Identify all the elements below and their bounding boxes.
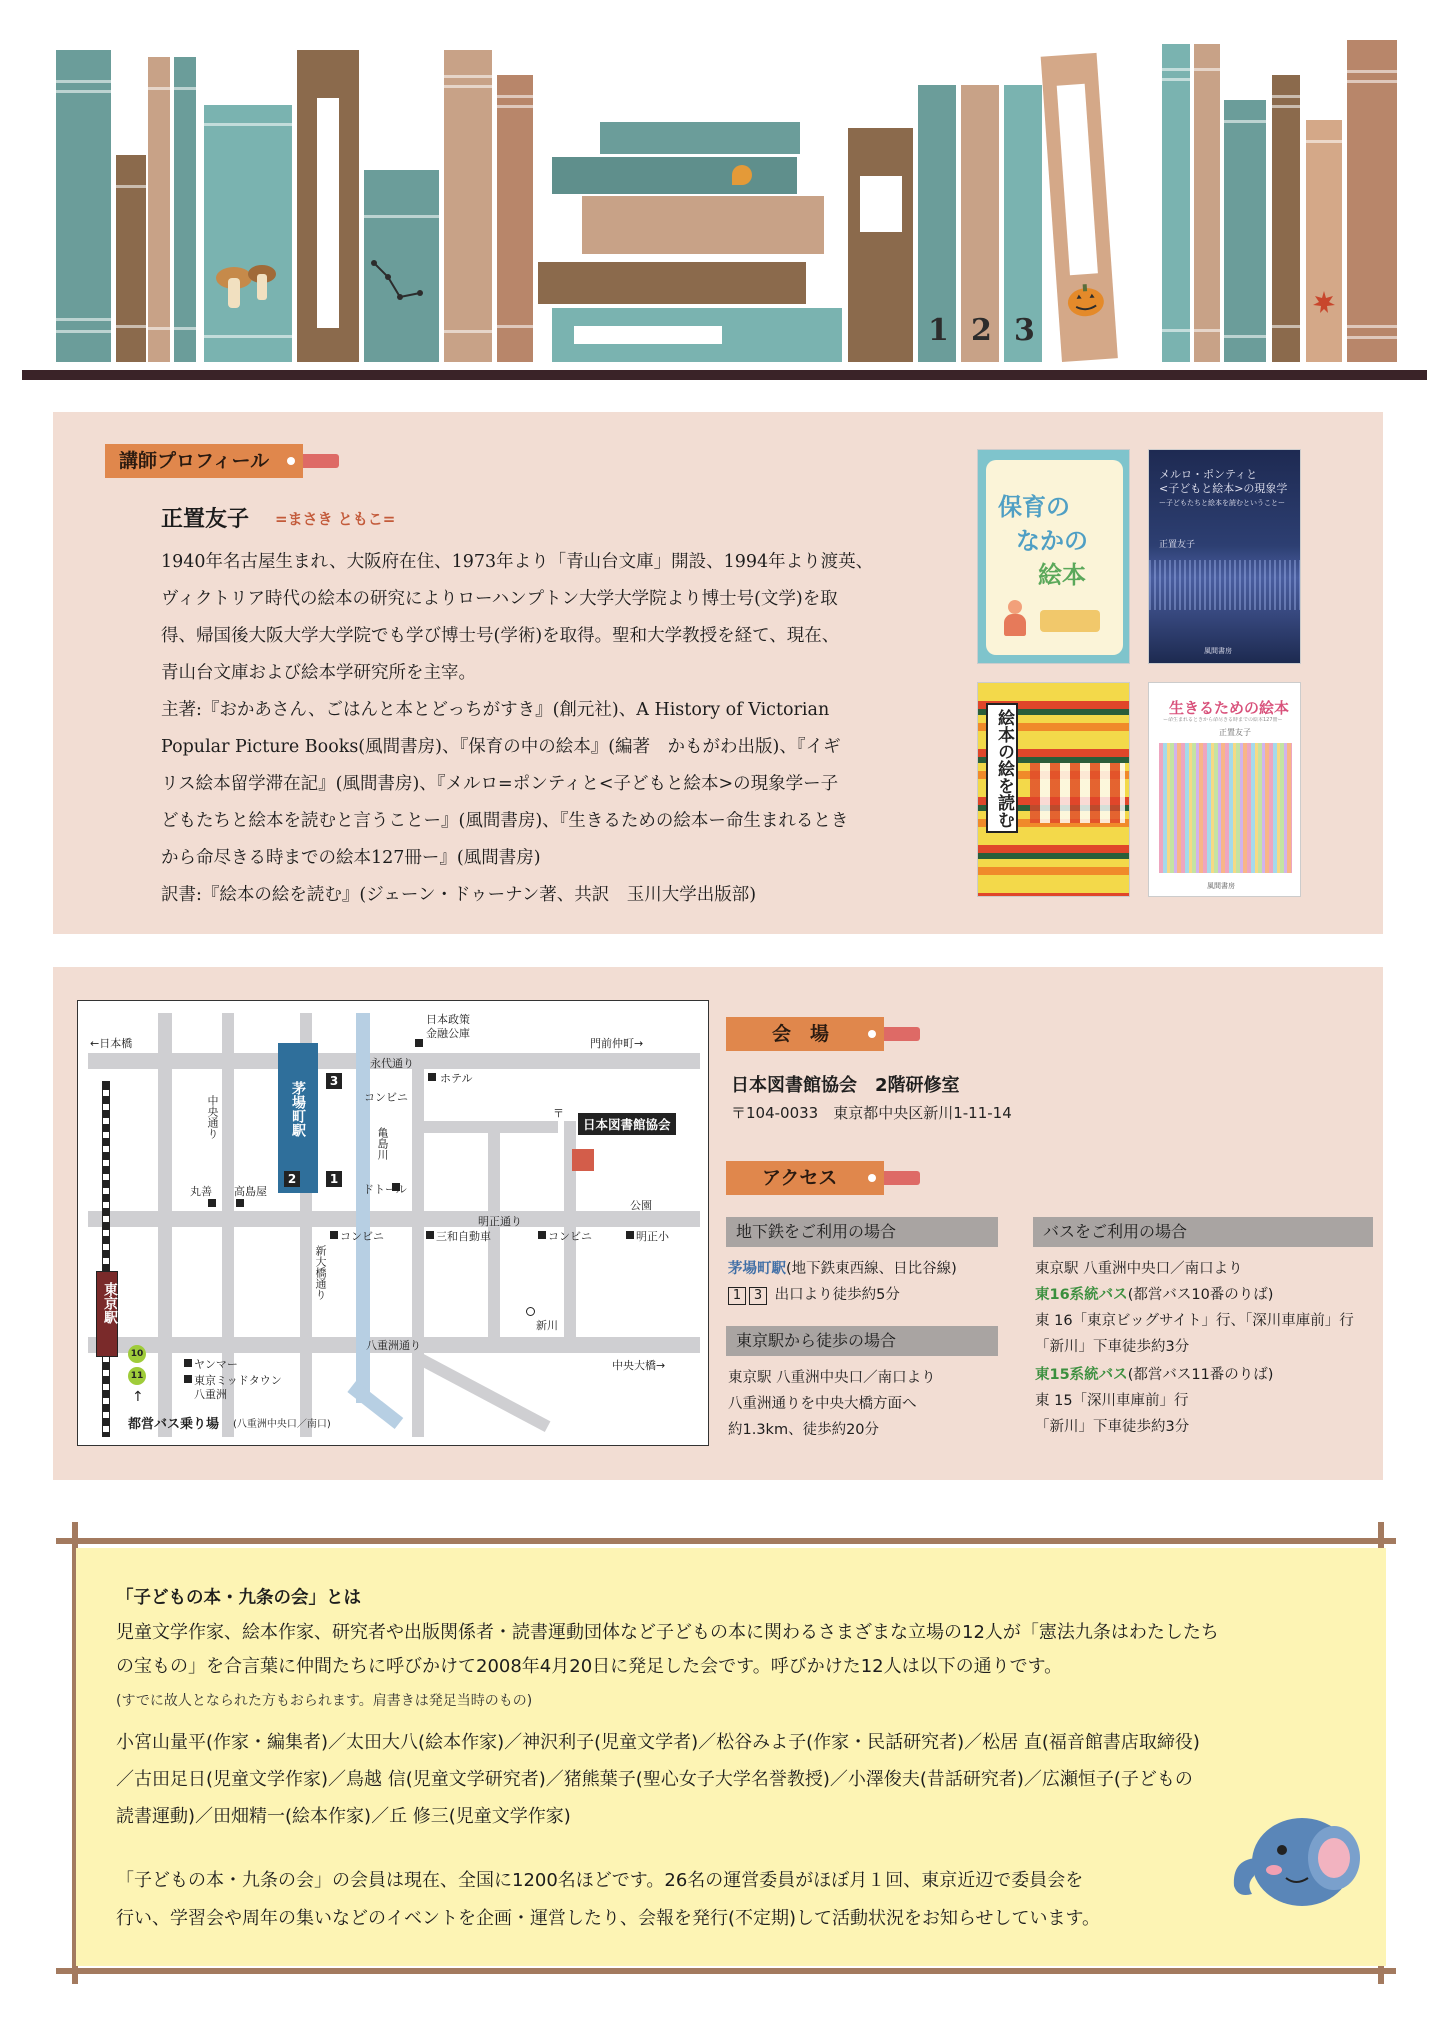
profile-line: Popular Picture Books(風間書房)、『保育の中の絵本』(編著 かもがわ出版)、『イギ	[161, 737, 841, 757]
frame-pole	[56, 1538, 1396, 1544]
venue-tag-label: 会 場	[772, 1023, 830, 1045]
map-marker	[236, 1199, 244, 1207]
volume-number: 3	[1014, 313, 1035, 348]
profile-line: 青山台文庫および絵本学研究所を主宰。	[161, 663, 476, 683]
map-label: 亀島川	[376, 1127, 389, 1160]
walk-heading: 東京駅から徒歩の場合	[726, 1326, 998, 1356]
library-label: 日本図書館協会	[578, 1113, 676, 1135]
map-road	[412, 1351, 550, 1432]
map-label: 東京ミッドタウン	[194, 1374, 282, 1387]
book-spine	[204, 105, 292, 362]
subway-heading: 地下鉄をご利用の場合	[726, 1217, 998, 1247]
book-stacked	[538, 262, 806, 304]
book-tilted	[1041, 53, 1118, 362]
bus-stop-label: 都営バス乗り場	[128, 1417, 220, 1432]
railway	[102, 1081, 110, 1437]
subway-line-2	[728, 1283, 900, 1305]
cover-publisher: 風間書房	[1204, 647, 1232, 655]
members-line: 小宮山量平(作家・編集者)／太田大八(絵本作家)／神沢利子(児童文学者)／松谷みよ子(作家・民話研究者)／松居 直(福音館書店取締役)	[116, 1732, 1200, 1753]
book-spine	[961, 85, 999, 362]
venue-name: 日本図書館協会 2階研修室	[731, 1075, 960, 1096]
bus15-line	[1035, 1363, 1273, 1384]
book-spine	[56, 50, 111, 362]
up-arrow-icon: ↑	[132, 1389, 144, 1405]
profile-line: 主著:『おかあさん、ごはんと本とどっちがすき』(創元社)、A History of Victorian	[161, 700, 830, 720]
walk-line: 八重洲通りを中央大橋方面へ	[728, 1396, 917, 1412]
association-intro	[116, 1616, 1346, 1684]
map-label: コンビニ	[548, 1230, 592, 1243]
bus-from: 東京駅 八重洲中央口／南口より	[1035, 1261, 1243, 1277]
association-note: (すでに故人となられた方もおられます。肩書きは発足当時のもの)	[116, 1693, 533, 1709]
venue-address: 〒104-0033 東京都中央区新川1-11-14	[731, 1104, 1012, 1122]
profile-tag	[105, 444, 303, 478]
profile-line: 得、帰国後大阪大学大学院でも学び博士号(学術)を取得。聖和大学教授を経て、現在、	[161, 626, 840, 646]
book-spine	[918, 85, 956, 362]
book-stacked	[600, 122, 800, 154]
bookshelf-illustration	[0, 0, 1440, 390]
profile-tag-label: 講師プロフィール	[119, 450, 270, 472]
book-spine	[497, 75, 533, 362]
map-road	[412, 1061, 424, 1437]
lecturer-reading: =まさき ともこ=	[275, 510, 396, 528]
map-marker	[184, 1359, 192, 1367]
map-marker	[538, 1231, 546, 1239]
book-spine	[1306, 120, 1342, 362]
map-label: 中央大橋→	[612, 1359, 666, 1372]
membership-line: 行い、学習会や周年の集いなどのイベントを企画・運営したり、会報を発行(不定期)して活動状況をお知らせしています。	[116, 1908, 1101, 1929]
profile-line: ヴィクトリア時代の絵本の研究によりローハンプトン大学大学院より博士号(文学)を取	[161, 589, 838, 609]
map-label: 明正通り	[478, 1215, 522, 1228]
lecturer-name: 正置友子	[161, 506, 250, 532]
book-spine	[1347, 40, 1397, 362]
volume-number: 1	[928, 313, 949, 348]
shelf-board	[22, 370, 1427, 380]
volume-number: 2	[971, 313, 992, 348]
map-label: ホテル	[440, 1072, 473, 1085]
constellation-icon	[368, 255, 428, 315]
profile-line: どもたちと絵本を読むと言うことー』(風間書房)、『生きるための絵本ー命生まれるとき	[161, 811, 849, 831]
book-spine	[848, 128, 913, 362]
map-road	[88, 1211, 700, 1227]
map-label: 門前仲町→	[590, 1037, 644, 1050]
exit-2: 2	[284, 1171, 300, 1187]
bus15-walk: 「新川」下車徒歩約3分	[1035, 1419, 1190, 1435]
book-stacked	[552, 157, 797, 194]
bus-heading: バスをご利用の場合	[1033, 1217, 1373, 1247]
frame-pole	[56, 1968, 1396, 1974]
kayabacho-label: 茅場町駅	[290, 1081, 306, 1137]
map-marker	[415, 1039, 423, 1047]
map-label: 金融公庫	[426, 1027, 470, 1040]
venue-panel	[53, 967, 1383, 1480]
walk-line: 約1.3km、徒歩約20分	[728, 1422, 880, 1438]
book-spine	[297, 50, 359, 362]
cover-publisher: 風間書房	[1207, 882, 1235, 890]
map-label: 丸善	[190, 1185, 212, 1198]
book-spine	[116, 155, 146, 362]
library-marker	[572, 1149, 594, 1171]
bus16-line	[1035, 1283, 1273, 1304]
mushroom-icon	[212, 260, 282, 320]
venue-tag	[726, 1017, 884, 1051]
map-label: 高島屋	[234, 1185, 267, 1198]
map-marker	[428, 1073, 436, 1081]
map-label: 新川	[536, 1319, 558, 1332]
book-cover-ikiru	[1148, 682, 1301, 897]
map-marker	[426, 1231, 434, 1239]
cover-title-line: 保育の	[998, 492, 1070, 521]
pumpkin-icon	[1065, 281, 1107, 320]
book-cover-merleau-ponty	[1148, 449, 1301, 664]
cover-title-line: ー子どもたちと絵本を読むということー	[1159, 499, 1285, 507]
subway-station: 茅場町駅	[728, 1261, 786, 1277]
intro-line: 児童文学作家、絵本作家、研究者や出版関係者・読書運動団体など子どもの本に関わるさまざまな立場の12人が「憲法九条はわたしたち	[116, 1622, 1219, 1643]
map-label: 八重洲通り	[366, 1339, 421, 1352]
profile-line: 1940年名古屋生まれ、大阪府在住、1973年より「青山台文庫」開設、1994年より渡英、	[161, 552, 874, 572]
book-spine	[1004, 85, 1042, 362]
members-line: 読書運動)／田畑精一(絵本作家)／丘 修三(児童文学作家)	[116, 1806, 571, 1827]
map-label: 日本政策	[426, 1013, 470, 1026]
cover-subtitle: ー命生まれるときから命尽きる時までの絵本127冊ー	[1163, 717, 1283, 723]
profile-line: リス絵本留学滞在記』(風間書房)、『メルロ=ポンティと<子どもと絵本>の現象学ー子	[161, 774, 839, 794]
book-spine	[1224, 100, 1266, 362]
cover-title-line: メルロ・ポンティと	[1159, 468, 1258, 481]
map-label: 明正小	[636, 1230, 669, 1243]
access-map	[77, 1000, 709, 1446]
bus15-dest: 東 15「深川車庫前」行	[1035, 1393, 1189, 1409]
book-spine	[1162, 44, 1190, 362]
bus-stop-pin	[526, 1307, 535, 1316]
association-members	[116, 1724, 1346, 1835]
map-label: 八重洲	[194, 1388, 227, 1401]
tokyo-station-box	[96, 1271, 118, 1357]
map-marker	[330, 1231, 338, 1239]
bus-10-icon: 10	[128, 1345, 146, 1363]
book-spine	[364, 170, 439, 362]
book-spine	[1272, 75, 1300, 362]
profile-line: 訳書:『絵本の絵を読む』(ジェーン・ドゥーナン著、共訳 玉川大学出版部)	[161, 885, 757, 905]
map-label: ヤンマー	[194, 1358, 238, 1371]
book-cover-hoiku	[977, 449, 1130, 664]
map-label: 永代通り	[370, 1057, 414, 1070]
access-tag	[726, 1161, 884, 1195]
walk-line: 東京駅 八重洲中央口／南口より	[728, 1370, 936, 1386]
tokyo-station-label: 東京駅	[102, 1282, 118, 1324]
subway-line-1	[728, 1257, 957, 1278]
book-stacked	[582, 196, 824, 254]
cover-title-line: <子どもと絵本>の現象学	[1159, 482, 1288, 495]
map-label: 公園	[630, 1199, 652, 1212]
map-label: コンビニ	[364, 1091, 408, 1104]
membership-line: 「子どもの本・九条の会」の会員は現在、全国に1200名ほどです。26名の運営委員がほぼ月１回、東京近辺で委員会を	[116, 1870, 1084, 1891]
association-title: 「子どもの本・九条の会」とは	[116, 1588, 361, 1608]
profile-panel	[53, 412, 1383, 934]
cover-title-line: なかの	[1016, 526, 1088, 555]
book-cover-ehon-no-e	[977, 682, 1130, 897]
cover-author: 正置友子	[1159, 540, 1196, 550]
intro-line: の宝もの」を合言葉に仲間たちに呼びかけて2008年4月20日に発足した会です。呼びかけた12人は以下の通りです。	[116, 1656, 1063, 1677]
subway-exit: 出口より徒歩約5分	[774, 1287, 900, 1303]
cover-title-line: 絵本	[1038, 560, 1086, 589]
bus16-walk: 「新川」下車徒歩約3分	[1035, 1339, 1190, 1355]
exit-number: 1	[728, 1287, 746, 1305]
members-line: ／古田足日(児童文学作家)／鳥越 信(児童文学研究者)／猪熊葉子(聖心女子大学名誉教授)／小澤俊夫(昔話研究者)／広瀬恒子(子どもの	[116, 1769, 1193, 1790]
book-spine	[148, 57, 170, 362]
association-panel	[76, 1548, 1386, 1966]
map-label: 中央通り	[206, 1095, 219, 1139]
exit-number: 3	[749, 1287, 767, 1305]
book-spine	[174, 57, 196, 362]
map-label: ←日本橋	[90, 1037, 133, 1050]
map-road	[158, 1013, 172, 1437]
map-label: 三和自動車	[436, 1230, 491, 1243]
map-label: コンビニ	[340, 1230, 384, 1243]
map-marker	[626, 1231, 634, 1239]
subway-lines: (地下鉄東西線、日比谷線)	[786, 1261, 957, 1277]
map-marker	[208, 1199, 216, 1207]
access-tag-label: アクセス	[762, 1167, 838, 1189]
profile-text	[161, 544, 951, 914]
cover-title: 絵本の絵を読む	[994, 709, 1014, 828]
map-label: ドトール	[363, 1183, 407, 1196]
bus15-name: 東15系統バス	[1035, 1367, 1128, 1383]
cover-title: 生きるための絵本	[1169, 699, 1290, 717]
bus16-stop: (都営バス10番のりば)	[1127, 1287, 1274, 1303]
book-spine	[1194, 44, 1220, 362]
cover-author: 正置友子	[1219, 728, 1251, 737]
bus-11-icon: 11	[128, 1367, 146, 1385]
exit-1: 1	[326, 1171, 342, 1187]
bus16-name: 東16系統バス	[1035, 1287, 1128, 1303]
association-membership	[116, 1862, 1346, 1938]
leaf-icon	[732, 165, 752, 185]
bus15-stop: (都営バス11番のりば)	[1127, 1367, 1274, 1383]
map-marker	[184, 1375, 192, 1383]
exit-3: 3	[326, 1073, 342, 1089]
bus16-dest: 東 16「東京ビッグサイト」行、「深川車庫前」行	[1035, 1313, 1354, 1329]
elephant-icon	[1224, 1798, 1364, 1918]
map-label: 〒	[553, 1107, 564, 1120]
profile-line: から命尽きる時までの絵本127冊ー』(風間書房)	[161, 848, 541, 868]
bus-stop-sublabel: (八重洲中央口／南口)	[233, 1419, 331, 1430]
map-label: 新大橋通り	[314, 1245, 327, 1300]
maple-leaf-icon	[1312, 290, 1336, 314]
kameshima-river	[347, 1381, 403, 1429]
book-stacked	[552, 308, 842, 362]
book-spine	[444, 50, 492, 362]
